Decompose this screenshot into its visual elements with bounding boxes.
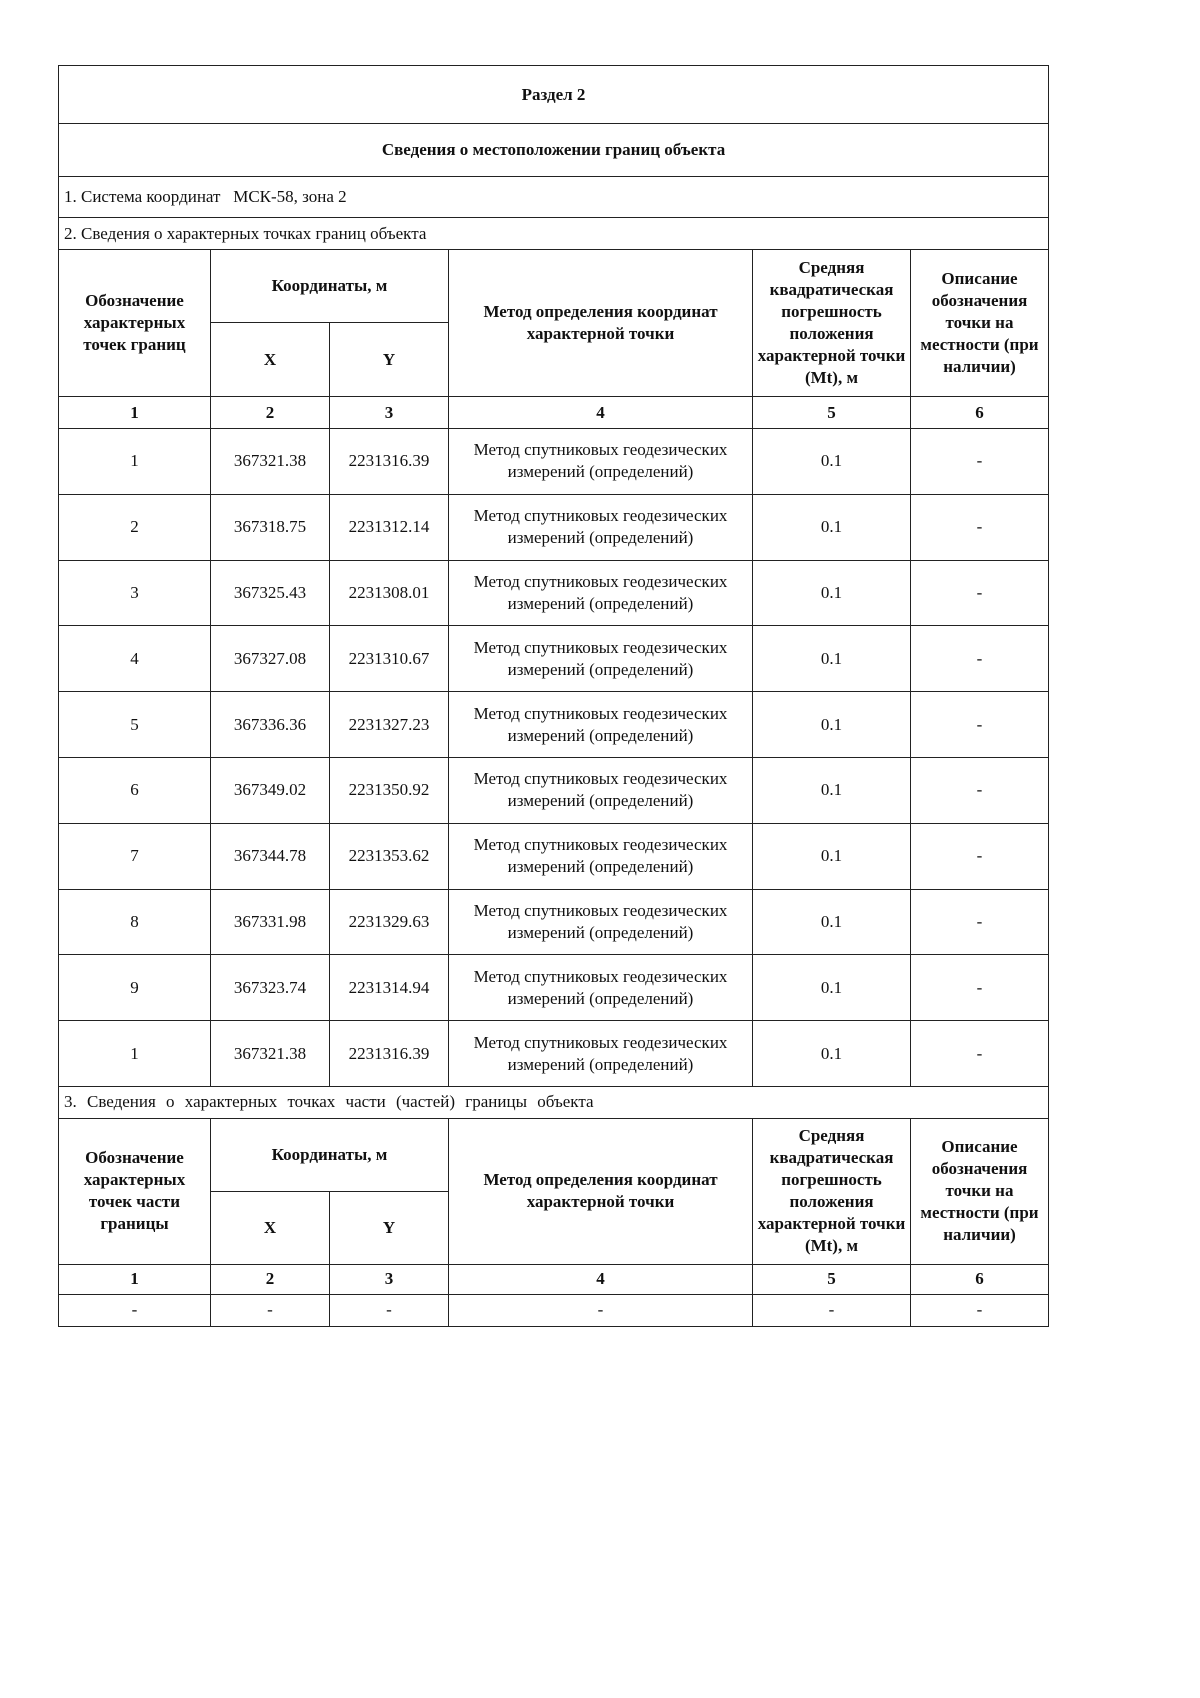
point-id: 8 — [59, 889, 211, 955]
header-error: Средняя квадратическая погрешность положения характерной точки (Mt), м — [753, 250, 911, 397]
method: Метод спутниковых геодезических измерений (определений) — [449, 560, 753, 626]
col-number: 6 — [911, 397, 1049, 429]
point-description: - — [911, 757, 1049, 823]
mt-value: 0.1 — [753, 692, 911, 758]
coord-x: 367325.43 — [211, 560, 330, 626]
mt-value: 0.1 — [753, 626, 911, 692]
point-id: 3 — [59, 560, 211, 626]
method: Метод спутниковых геодезических измерений (определений) — [449, 889, 753, 955]
col-number: 4 — [449, 397, 753, 429]
point-id: 6 — [59, 757, 211, 823]
table-row — [59, 560, 1049, 626]
coord-x: 367336.36 — [211, 692, 330, 758]
point-id: 4 — [59, 626, 211, 692]
col-number: 5 — [753, 1264, 911, 1294]
method: Метод спутниковых геодезических измерений (определений) — [449, 494, 753, 560]
col-number: 4 — [449, 1264, 753, 1294]
table-row — [59, 626, 1049, 692]
point-id: 5 — [59, 692, 211, 758]
coord-y: - — [330, 1294, 449, 1326]
coord-y: 2231312.14 — [330, 494, 449, 560]
point-id: 1 — [59, 429, 211, 495]
parts-section-title: 3. Сведения о характерных точках части (частей) границы объекта — [59, 1086, 1049, 1118]
coord-x: 367318.75 — [211, 494, 330, 560]
boundary-points-table — [58, 65, 1049, 1327]
coord-y: 2231316.39 — [330, 429, 449, 495]
mt-value: 0.1 — [753, 560, 911, 626]
point-description: - — [911, 1021, 1049, 1087]
col-number: 1 — [59, 1264, 211, 1294]
point-description: - — [911, 823, 1049, 889]
point-description: - — [911, 889, 1049, 955]
coord-x: 367323.74 — [211, 955, 330, 1021]
coord-x: 367321.38 — [211, 429, 330, 495]
mt-value: 0.1 — [753, 889, 911, 955]
point-id: 9 — [59, 955, 211, 1021]
coord-y: 2231350.92 — [330, 757, 449, 823]
point-id: 7 — [59, 823, 211, 889]
coord-y: 2231314.94 — [330, 955, 449, 1021]
parts-header-designation: Обозначение характерных точек части границы — [59, 1118, 211, 1264]
col-number: 2 — [211, 1264, 330, 1294]
coord-system-label: 1. Система координат — [64, 187, 221, 206]
mt-value: - — [753, 1294, 911, 1326]
table-row — [59, 1294, 1049, 1326]
header-x: X — [211, 323, 330, 397]
mt-value: 0.1 — [753, 1021, 911, 1087]
col-number: 6 — [911, 1264, 1049, 1294]
table-row — [59, 889, 1049, 955]
point-description: - — [911, 494, 1049, 560]
col-number: 3 — [330, 1264, 449, 1294]
coord-y: 2231308.01 — [330, 560, 449, 626]
col-number: 1 — [59, 397, 211, 429]
coord-y: 2231353.62 — [330, 823, 449, 889]
col-number: 5 — [753, 397, 911, 429]
table-row — [59, 757, 1049, 823]
table-row — [59, 823, 1049, 889]
coord-y: 2231316.39 — [330, 1021, 449, 1087]
point-description: - — [911, 1294, 1049, 1326]
col-number: 3 — [330, 397, 449, 429]
coord-x: 367321.38 — [211, 1021, 330, 1087]
coord-x: 367349.02 — [211, 757, 330, 823]
point-description: - — [911, 955, 1049, 1021]
section-title: Раздел 2 — [59, 66, 1049, 124]
method: Метод спутниковых геодезических измерений (определений) — [449, 1021, 753, 1087]
header-coords: Координаты, м — [211, 250, 449, 323]
point-id: 1 — [59, 1021, 211, 1087]
point-description: - — [911, 626, 1049, 692]
mt-value: 0.1 — [753, 823, 911, 889]
parts-header-y: Y — [330, 1191, 449, 1264]
coord-x: 367331.98 — [211, 889, 330, 955]
table-row — [59, 955, 1049, 1021]
coord-system-value: МСК-58, зона 2 — [233, 187, 347, 206]
section-subtitle: Сведения о местоположении границ объекта — [59, 124, 1049, 177]
header-description: Описание обозначения точки на местности (при наличии) — [911, 250, 1049, 397]
coord-y: 2231327.23 — [330, 692, 449, 758]
points-col-numbers — [59, 397, 1049, 429]
point-description: - — [911, 429, 1049, 495]
method: Метод спутниковых геодезических измерений (определений) — [449, 955, 753, 1021]
coord-x: - — [211, 1294, 330, 1326]
parts-header-method: Метод определения координат характерной точки — [449, 1118, 753, 1264]
header-designation: Обозначение характерных точек границ — [59, 250, 211, 397]
table-row — [59, 429, 1049, 495]
parts-header-error: Средняя квадратическая погрешность положения характерной точки (Mt), м — [753, 1118, 911, 1264]
table-row — [59, 692, 1049, 758]
point-id: - — [59, 1294, 211, 1326]
point-description: - — [911, 560, 1049, 626]
method: Метод спутниковых геодезических измерений (определений) — [449, 692, 753, 758]
mt-value: 0.1 — [753, 429, 911, 495]
method: Метод спутниковых геодезических измерений (определений) — [449, 757, 753, 823]
header-method: Метод определения координат характерной точки — [449, 250, 753, 397]
coord-system-row — [59, 177, 1049, 218]
parts-header-description: Описание обозначения точки на местности (при наличии) — [911, 1118, 1049, 1264]
coord-y: 2231310.67 — [330, 626, 449, 692]
mt-value: 0.1 — [753, 757, 911, 823]
parts-header-coords: Координаты, м — [211, 1118, 449, 1191]
method: Метод спутниковых геодезических измерений (определений) — [449, 626, 753, 692]
point-id: 2 — [59, 494, 211, 560]
method: - — [449, 1294, 753, 1326]
coord-x: 367344.78 — [211, 823, 330, 889]
method: Метод спутниковых геодезических измерений (определений) — [449, 429, 753, 495]
col-number: 2 — [211, 397, 330, 429]
point-description: - — [911, 692, 1049, 758]
table-row — [59, 494, 1049, 560]
parts-header-x: X — [211, 1191, 330, 1264]
header-y: Y — [330, 323, 449, 397]
parts-col-numbers — [59, 1264, 1049, 1294]
points-section-title: 2. Сведения о характерных точках границ объекта — [59, 218, 1049, 250]
table-row — [59, 1021, 1049, 1087]
coord-y: 2231329.63 — [330, 889, 449, 955]
method: Метод спутниковых геодезических измерений (определений) — [449, 823, 753, 889]
coord-x: 367327.08 — [211, 626, 330, 692]
mt-value: 0.1 — [753, 494, 911, 560]
mt-value: 0.1 — [753, 955, 911, 1021]
